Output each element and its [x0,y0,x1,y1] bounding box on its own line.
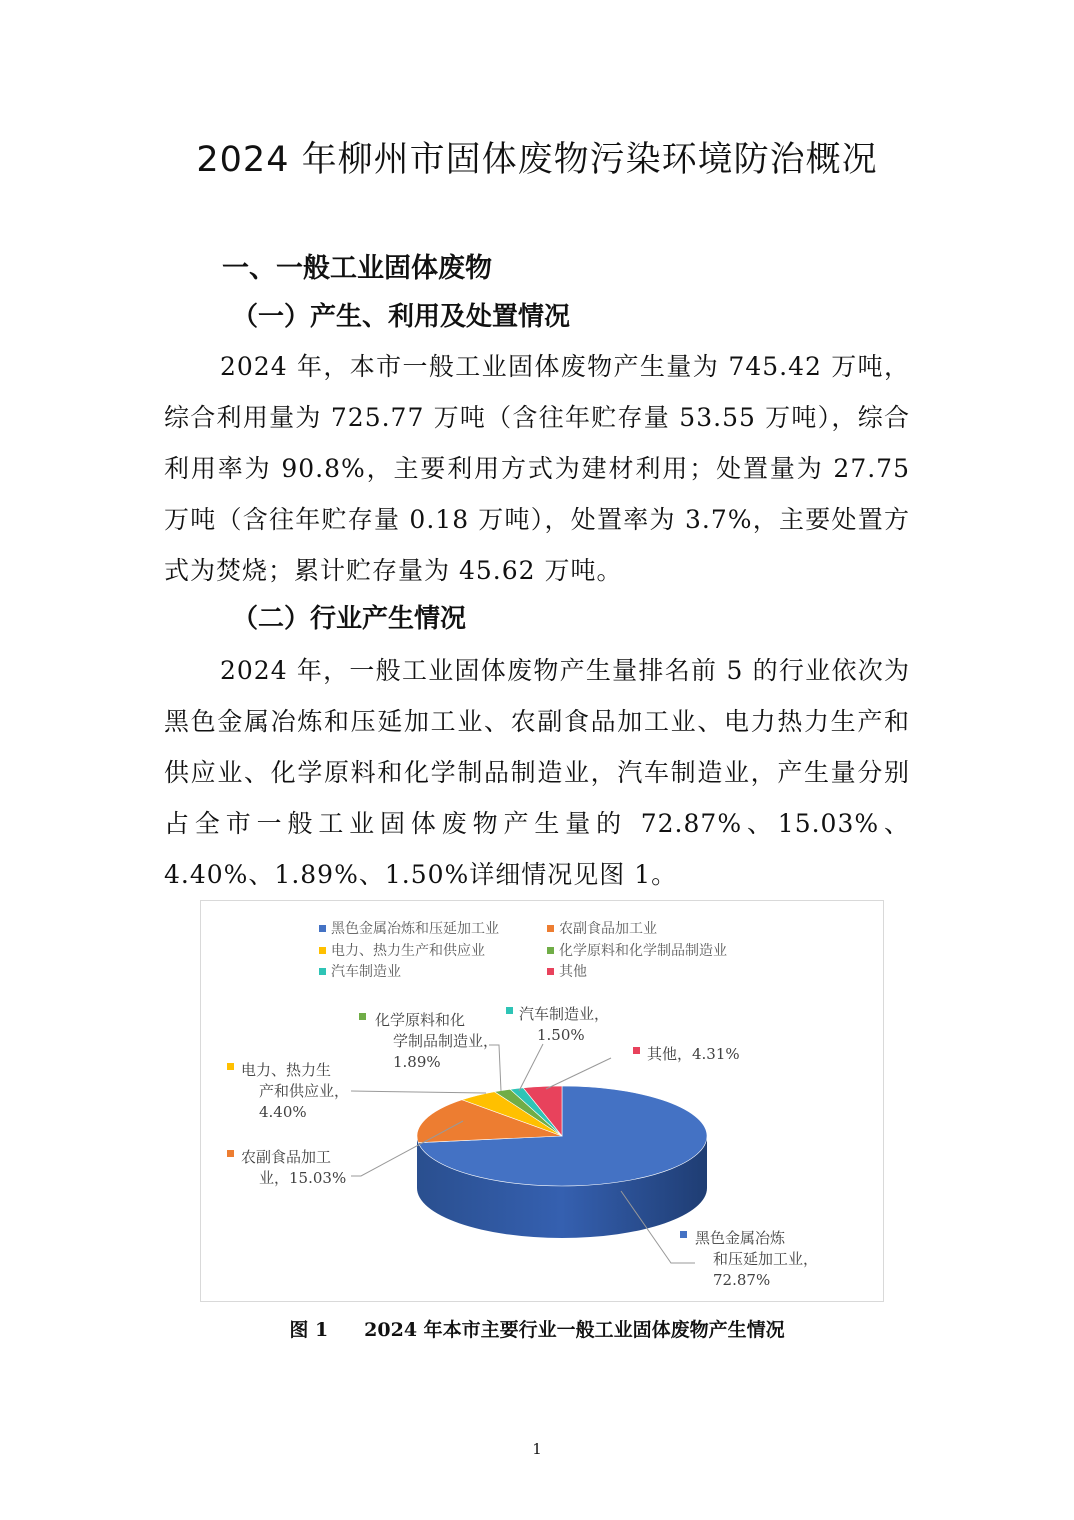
data-label-5-line-2: 1.50% [537,1026,585,1044]
label-marker-4 [359,1013,366,1020]
data-label-4-line-1: 化学原料和化 [375,1011,466,1029]
data-label-1-line-1: 黑色金属冶炼 [695,1229,786,1247]
leader-line-5 [519,1044,543,1091]
legend-swatch-4 [547,947,554,954]
data-label-4-line-2: 学制品制造业， [393,1032,499,1050]
data-label-4-line-3: 1.89% [393,1053,441,1071]
data-label-2-line-1: 农副食品加工 [241,1148,332,1166]
legend-label-3: 电力、热力生产和供应业 [331,943,485,959]
subsection-heading-1: （一）产生、利用及处置情况 [232,302,571,332]
pie-chart [200,900,884,1302]
caption-text: 2024 年本市主要行业一般工业固体废物产生情况 [364,1319,785,1341]
legend-label-5: 汽车制造业 [331,964,401,980]
data-label-1-line-2: 和压延加工业， [713,1250,819,1268]
legend-swatch-3 [319,947,326,954]
data-label-6-line-1: 其他，4.31% [647,1045,740,1063]
caption-number: 图 1 [289,1319,329,1341]
label-marker-1 [680,1231,687,1238]
data-label-1-line-3: 72.87% [713,1271,771,1289]
leader-line-3 [351,1091,486,1093]
page-title: 2024 年柳州市固体废物污染环境防治概况 [196,140,878,180]
data-label-2-line-2: 业，15.03% [259,1169,347,1187]
page-number: 1 [532,1440,542,1458]
section-heading: 一、一般工业固体废物 [222,253,492,284]
legend-swatch-6 [547,968,554,975]
data-label-3-line-2: 产和供应业， [259,1082,350,1100]
legend-label-1: 黑色金属冶炼和压延加工业 [331,921,499,937]
paragraph-2: 2024 年，一般工业固体废物产生量排名前 5 的行业依次为黑色金属冶炼和压延加工业、农副食品加工业、电力热力生产和供应业、化学原料和化学制品制造业，汽车制造业，产生量分别占全市一般工业固体废物产生量的 72.87%、15.03%、4.40%、1.89%、1.50%详细情况见图 1。 [164,656,910,889]
legend-swatch-1 [319,925,326,932]
figure-caption [0,1315,1074,1342]
data-label-3-line-1: 电力、热力生 [241,1061,332,1079]
legend-label-2: 农副食品加工业 [559,921,657,937]
legend-swatch-5 [319,968,326,975]
subsection-heading-2: （二）行业产生情况 [232,604,467,634]
paragraph-1: 2024 年，本市一般工业固体废物产生量为 745.42 万吨，综合利用量为 725.77 万吨（含往年贮存量 53.55 万吨），综合利用率为 90.8%，主要利用方式为建材利用；处置量为 27.75 万吨（含往年贮存量 0.18 万吨），处置率为 3.7%，主要处置方式为焚烧；累计贮存量为 45.62 万吨。 [164,352,910,585]
legend-swatch-2 [547,925,554,932]
label-marker-6 [633,1047,640,1054]
label-marker-5 [506,1007,513,1014]
legend-label-6: 其他 [559,964,587,980]
leader-line-6 [546,1058,611,1089]
pie-chart-svg [201,901,883,1301]
data-label-3-line-3: 4.40% [259,1103,307,1121]
label-marker-2 [227,1150,234,1157]
leader-line-4 [489,1045,501,1091]
label-marker-3 [227,1063,234,1070]
legend-label-4: 化学原料和化学制品制造业 [559,943,727,959]
data-label-5-line-1: 汽车制造业， [519,1005,610,1023]
